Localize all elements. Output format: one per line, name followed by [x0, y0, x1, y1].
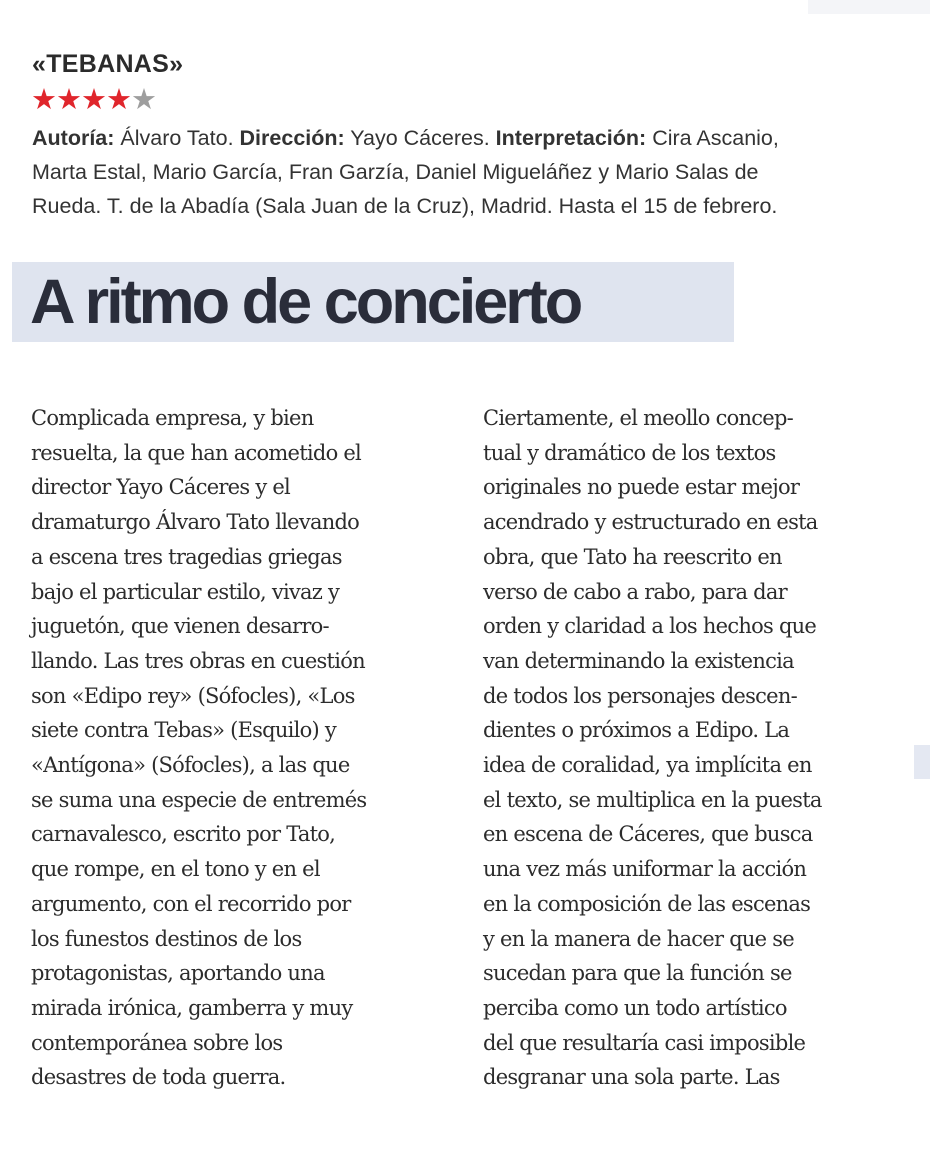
body-text-line: que rompe, en el tono y en el	[31, 857, 320, 882]
body-text-line: mirada irónica, gamberra y muy	[31, 995, 353, 1020]
body-text-line: argumento, con el recorrido por	[31, 891, 351, 916]
body-text-line: desastres de toda guerra.	[31, 1065, 286, 1090]
body-text-line: de todos los personajes descen-	[483, 683, 797, 708]
body-text-line: tual y dramático de los textos	[483, 440, 776, 465]
show-title: «TEBANAS»	[32, 50, 184, 78]
body-text-line: los funestos destinos de los	[31, 926, 302, 951]
body-text-line: y en la manera de hacer que se	[483, 926, 794, 951]
body-text-line: obra, que Tato ha reescrito en	[483, 544, 782, 569]
body-text-line: del que resultaría casi imposible	[483, 1030, 806, 1055]
body-text-line: en escena de Cáceres, que busca	[483, 822, 813, 847]
body-text-line: en la composición de las escenas	[483, 891, 811, 916]
direccion-label: Dirección:	[239, 126, 345, 150]
body-text-line: juguetón, que vienen desarro-	[31, 614, 329, 639]
body-text-line: protagonistas, aportando una	[31, 961, 325, 986]
body-text-line: se suma una especie de entremés	[31, 787, 367, 812]
credits-line-3: Rueda. T. de la Abadía (Sala Juan de la Cruz), Madrid. Hasta el 15 de febrero.	[32, 194, 778, 218]
headline: A ritmo de concierto	[30, 267, 581, 337]
body-text-line: perciba como un todo artístico	[483, 995, 787, 1020]
body-text-line: dientes o próximos a Edipo. La	[483, 718, 790, 743]
star-rating	[31, 82, 156, 116]
body-text-line: son «Edipo rey» (Sófocles), «Los	[31, 683, 355, 708]
body-text-line: idea de coralidad, ya implícita en	[483, 753, 812, 778]
star-filled-icon: ★	[81, 82, 106, 116]
body-text-line: Ciertamente, el meollo concep-	[483, 406, 794, 430]
credits-line-1	[32, 126, 779, 150]
star-filled-icon: ★	[56, 82, 81, 116]
interpretacion-value: Cira Ascanio,	[652, 126, 779, 150]
body-text-line: van determinando la existencia	[483, 648, 794, 673]
body-text-line: contemporánea sobre los	[31, 1030, 283, 1055]
credits-line-2: Marta Estal, Mario García, Fran Garzía, Daniel Migueláñez y Mario Salas de	[32, 160, 759, 184]
body-text-line: una vez más uniformar la acción	[483, 857, 807, 882]
autoria-value: Álvaro Tato.	[120, 126, 234, 150]
body-text-line: llando. Las tres obras en cuestión	[31, 648, 365, 673]
body-column-left	[31, 401, 461, 1095]
direccion-value: Yayo Cáceres.	[350, 126, 490, 150]
body-text-line: dramaturgo Álvaro Tato llevando	[31, 510, 360, 535]
body-text-line: acendrado y estructurado en esta	[483, 510, 818, 535]
body-text-line: Complicada empresa, y bien	[31, 406, 314, 430]
star-empty-icon: ★	[131, 82, 156, 116]
body-text-line: bajo el particular estilo, vivaz y	[31, 579, 340, 604]
body-text-line: resuelta, la que han acometido el	[31, 440, 362, 465]
body-text-line: verso de cabo a rabo, para dar	[483, 579, 787, 604]
body-text-line: originales no puede estar mejor	[483, 475, 800, 500]
star-filled-icon: ★	[106, 82, 131, 116]
right-edge-strip	[914, 745, 930, 779]
body-column-right	[483, 401, 913, 1095]
body-text-line: director Yayo Cáceres y el	[31, 475, 290, 500]
body-text-line: desgranar una sola parte. Las	[483, 1065, 780, 1090]
body-text-line: el texto, se multiplica en la puesta	[483, 787, 822, 812]
star-filled-icon: ★	[31, 82, 56, 116]
body-text-line: siete contra Tebas» (Esquilo) y	[31, 718, 336, 743]
autoria-label: Autoría:	[32, 126, 115, 150]
credits-block	[32, 121, 892, 223]
interpretacion-label: Interpretación:	[495, 126, 647, 150]
body-text-line: «Antígona» (Sófocles), a las que	[31, 753, 350, 778]
body-text-line: a escena tres tragedias griegas	[31, 544, 342, 569]
body-text-line: sucedan para que la función se	[483, 961, 792, 986]
body-text-line: carnavalesco, escrito por Tato,	[31, 822, 336, 847]
body-text-line: orden y claridad a los hechos que	[483, 614, 817, 639]
top-edge-strip	[808, 0, 930, 14]
